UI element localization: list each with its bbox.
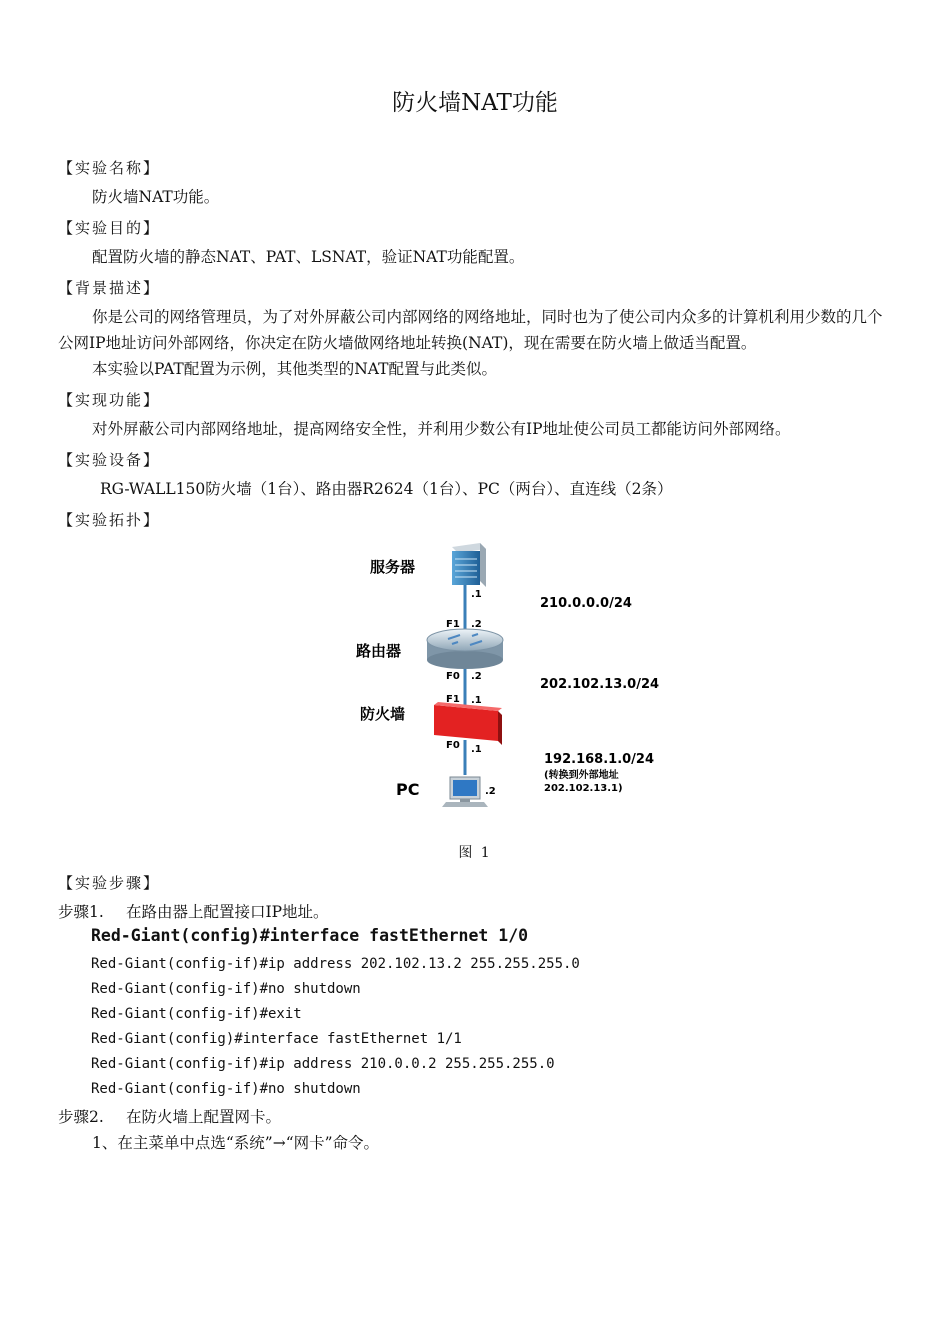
- net3-note1: (转换到外部地址: [544, 770, 619, 781]
- section-header-steps: 【实验步骤】: [58, 874, 161, 892]
- firewall-icon: [434, 702, 502, 745]
- firewall-f1: F1: [446, 694, 460, 705]
- code-line: Red-Giant(config-if)#ip address 202.102.13.2 255.255.255.0: [91, 956, 580, 972]
- section-body-background: 你是公司的网络管理员，为了对外屏蔽公司内部网络的网络地址，同时也为了使公司内众多的计算机利用少数的几个公网IP地址访问外部网络，你决定在防火墙做网络地址转换(NAT)，现在需要在防火墙上做适当配置。: [58, 308, 883, 352]
- step2-text: 在防火墙上配置网卡。: [126, 1108, 282, 1126]
- server-icon: [452, 543, 486, 587]
- step1-text: 在路由器上配置接口IP地址。: [126, 903, 329, 921]
- router-label: 路由器: [356, 642, 402, 660]
- section-header-background: 【背景描述】: [58, 279, 161, 297]
- net3-note2: 202.102.13.1): [544, 783, 623, 794]
- firewall-f1-addr: .1: [471, 695, 482, 706]
- section-header-topology: 【实验拓扑】: [58, 511, 161, 529]
- code-line: Red-Giant(config-if)#no shutdown: [91, 981, 361, 997]
- pc-addr: .2: [485, 786, 496, 797]
- firewall-label: 防火墙: [360, 705, 406, 723]
- firewall-f0-addr: .1: [471, 744, 482, 755]
- server-port: .1: [471, 589, 482, 600]
- router-icon: [427, 629, 503, 669]
- section-body-function: 对外屏蔽公司内部网络地址，提高网络安全性，并利用少数公有IP地址使公司员工都能访问外部网络。: [92, 420, 791, 438]
- router-f1: F1: [446, 619, 460, 630]
- code-line: Red-Giant(config)#interface fastEthernet 1/0: [91, 926, 529, 945]
- step2-sub1: 1、在主菜单中点选“系统”→“网卡”命令。: [92, 1134, 380, 1152]
- pc-icon: [442, 777, 488, 807]
- router-f1-addr: .2: [471, 619, 482, 630]
- section-body-purpose: 配置防火墙的静态NAT、PAT、LSNAT，验证NAT功能配置。: [92, 248, 525, 266]
- section-header-name: 【实验名称】: [58, 159, 161, 177]
- step1-label: 步骤1.: [58, 903, 104, 921]
- net3-label: 192.168.1.0/24: [544, 752, 655, 767]
- page-title: 防火墙NAT功能: [392, 90, 558, 116]
- router-f0-addr: .2: [471, 671, 482, 682]
- server-label: 服务器: [370, 558, 416, 576]
- section-header-equipment: 【实验设备】: [58, 451, 161, 469]
- figure-caption: 图 1: [458, 845, 492, 861]
- section-body-equipment: RG-WALL150防火墙（1台）、路由器R2624（1台）、PC（两台）、直连线（2条）: [100, 480, 673, 498]
- net2-label: 202.102.13.0/24: [540, 677, 660, 692]
- topology-diagram: [340, 535, 670, 815]
- section-body-background-2: 本实验以PAT配置为示例，其他类型的NAT配置与此类似。: [92, 360, 497, 378]
- code-line: Red-Giant(config-if)#no shutdown: [91, 1081, 361, 1097]
- code-line: Red-Giant(config-if)#exit: [91, 1006, 302, 1022]
- code-line: Red-Giant(config)#interface fastEthernet 1/1: [91, 1031, 462, 1047]
- firewall-f0: F0: [446, 740, 460, 751]
- pc-label: PC: [396, 780, 420, 799]
- section-header-purpose: 【实验目的】: [58, 219, 161, 237]
- section-body-name: 防火墙NAT功能。: [92, 188, 220, 206]
- router-f0: F0: [446, 671, 460, 682]
- net1-label: 210.0.0.0/24: [540, 596, 632, 611]
- section-header-function: 【实现功能】: [58, 391, 161, 409]
- step2-label: 步骤2.: [58, 1108, 104, 1126]
- code-line: Red-Giant(config-if)#ip address 210.0.0.2 255.255.255.0: [91, 1056, 555, 1072]
